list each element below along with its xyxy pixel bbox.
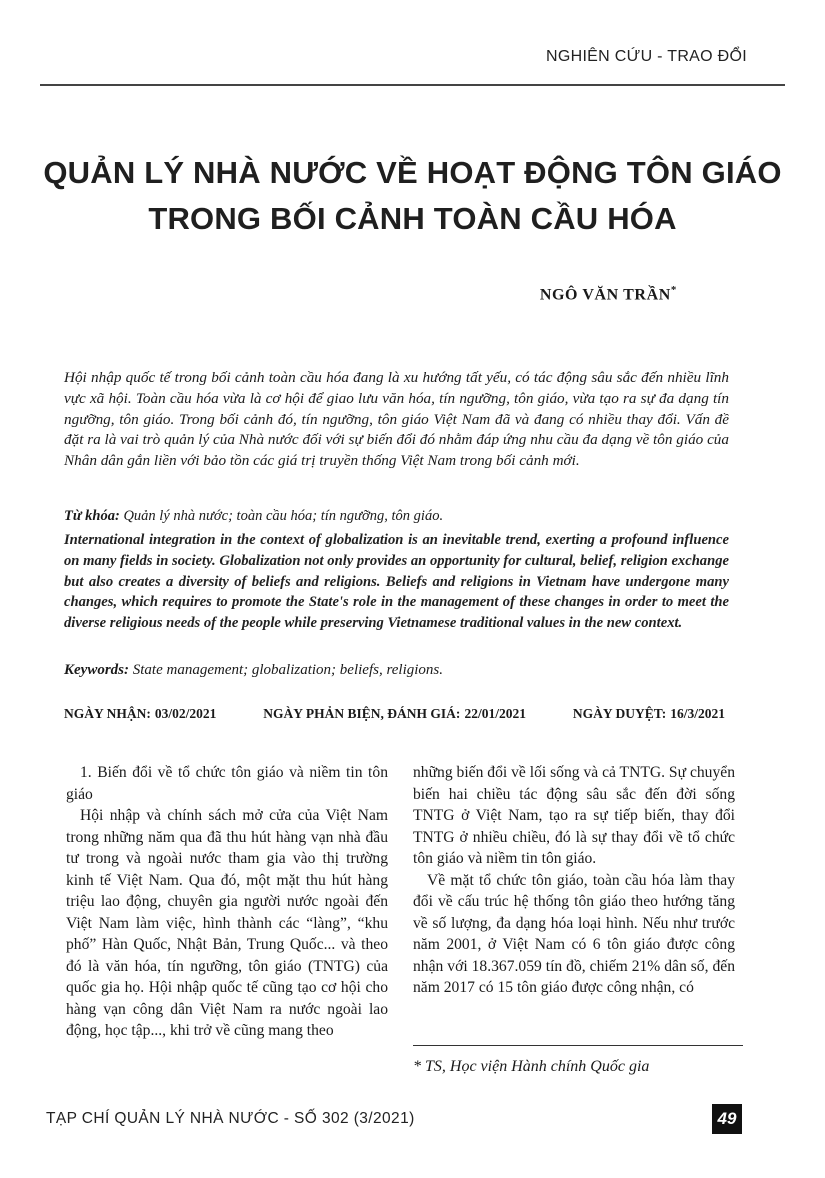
date-review-label: NGÀY PHẢN BIỆN, ĐÁNH GIÁ: <box>263 706 461 721</box>
body-column-right <box>413 762 735 999</box>
keywords-vi-label: Từ khóa: <box>64 508 120 524</box>
keywords-en-label: Keywords: <box>64 662 129 678</box>
keywords-english <box>64 662 443 679</box>
date-received-value: 03/02/2021 <box>154 706 217 721</box>
section-label: NGHIÊN CỨU - TRAO ĐỔI <box>545 48 747 65</box>
body-paragraph: Hội nhập và chính sách mở cửa của Việt Nam trong những năm qua đã thu hút hàng vạn nhà đầu tư trong và ngoài nước tham gia vào thị trường kinh tế Việt Nam. Qua đó, một mặt thu hút hàng triệu lao động, chuyên gia người nước ngoài đến Việt Nam làm việc, hình thành các “làng”, “khu phố” Hàn Quốc, Nhật Bản, Trung Quốc... và theo đó là văn hóa, tín ngưỡng, tôn giáo (TNTG) của quốc gia họ. Hội nhập quốc tế cũng tạo cơ hội cho hàng vạn công dân Việt Nam ra nước ngoài lao động, học tập..., khi trở về cũng mang theo <box>66 807 388 1039</box>
abstract-english: International integration in the context of globalization is an inevitable trend, exerting a profound influence on many fields in society. Globalization not only provides an opportunity for cultural, belief, religion exchange but also creates a diversity of beliefs and religions. Beliefs and religions in Vietnam have undergone many changes, which requires to promote the State's role in the management of these changes in order to meet the diverse religious needs of the people while preserving Vietnamese traditional values in the new context. <box>64 532 729 632</box>
article-dates <box>64 706 729 722</box>
keywords-vietnamese <box>64 508 443 525</box>
body-paragraph: những biến đổi về lối sống và cả TNTG. Sự chuyển biến hai chiều tác động sâu sắc đến đời sống TNTG ở Việt Nam, tạo ra sự tiếp biến, thay đổi TNTG ở nhiều chiều, đó là sự thay đổi về tổ chức tôn giáo và niềm tin tôn giáo. <box>413 764 735 867</box>
keywords-en-text: State management; globalization; beliefs, religions. <box>132 662 443 678</box>
date-approved-value: 16/3/2021 <box>670 706 725 721</box>
title-line-2: TRONG BỐI CẢNH TOÀN CẦU HÓA <box>148 201 677 236</box>
date-review <box>263 706 530 722</box>
footnote: * TS, Học viện Hành chính Quốc gia <box>413 1058 650 1075</box>
header-divider <box>40 84 785 86</box>
author <box>540 284 677 304</box>
date-received-label: NGÀY NHẬN: <box>64 706 151 721</box>
journal-footer: TẠP CHÍ QUẢN LÝ NHÀ NƯỚC - SỐ 302 (3/2021) <box>46 1110 415 1127</box>
author-name: NGÔ VĂN TRẦN <box>539 286 671 304</box>
date-review-value: 22/01/2021 <box>464 706 526 721</box>
date-received <box>64 706 220 722</box>
date-approved-label: NGÀY DUYỆT: <box>572 706 667 721</box>
keywords-vi-text: Quản lý nhà nước; toàn cầu hóa; tín ngưỡng, tôn giáo. <box>123 508 444 524</box>
body-paragraph: Về mặt tổ chức tôn giáo, toàn cầu hóa làm thay đổi về cấu trúc hệ thống tôn giáo theo hướng tăng về số lượng, đa dạng hóa loại hình. Nếu như trước năm 2001, ở Việt Nam có 6 tôn giáo được công nhận với 18.367.059 tín đồ, chiếm 21% dân số, đến năm 2017 có 15 tôn giáo được công nhận, có <box>413 871 735 996</box>
section-heading: 1. Biến đổi về tổ chức tôn giáo và niềm tin tôn giáo <box>66 764 388 803</box>
title-line-1: QUẢN LÝ NHÀ NƯỚC VỀ HOẠT ĐỘNG TÔN GIÁO <box>43 155 782 190</box>
author-footnote-mark: * <box>670 284 677 296</box>
footnote-divider <box>413 1045 743 1046</box>
article-title <box>40 150 785 242</box>
date-approved <box>573 706 729 722</box>
page-number: 49 <box>712 1104 742 1134</box>
abstract-vietnamese: Hội nhập quốc tế trong bối cảnh toàn cầu hóa đang là xu hướng tất yếu, có tác động sâu sắc đến nhiều lĩnh vực xã hội. Toàn cầu hóa vừa là cơ hội để giao lưu văn hóa, tín ngưỡng, tôn giáo, vừa tạo ra sự đa dạng tín ngưỡng, tôn giáo. Trong bối cảnh đó, tín ngưỡng, tôn giáo Việt Nam đã và đang có nhiều thay đổi. Vấn đề đặt ra là vai trò quản lý của Nhà nước đối với sự biến đổi đó nhằm đáp ứng nhu cầu đa dạng về tôn giáo của Nhân dân gắn liền với bảo tồn các giá trị truyền thống Việt Nam trong bối cảnh mới. <box>64 369 729 470</box>
body-column-left <box>66 762 388 1042</box>
